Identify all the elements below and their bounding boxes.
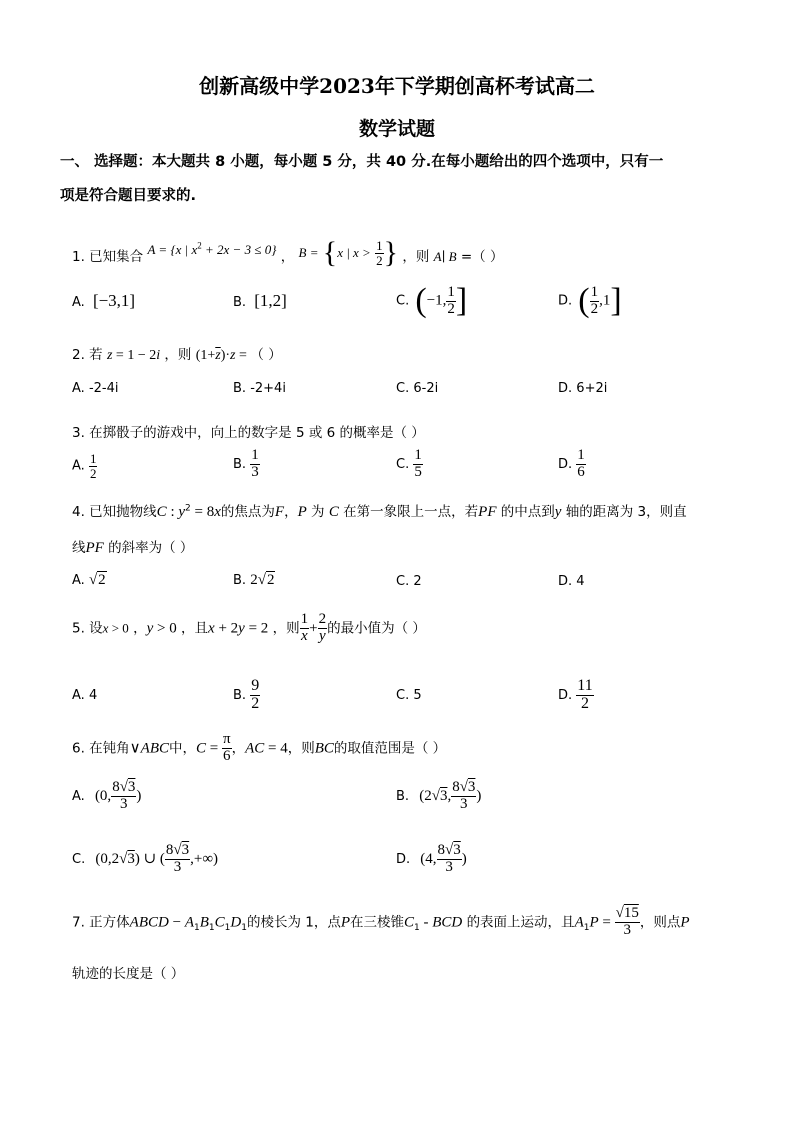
q1-option-b[interactable]: B. [1,2] bbox=[233, 291, 287, 310]
q3-option-d[interactable]: D. $\frac{1}{6}$ bbox=[558, 447, 585, 480]
q1-option-a[interactable]: A. [−3,1] bbox=[72, 291, 136, 310]
section-heading-line2: 项是符合题目要求的. bbox=[60, 188, 197, 204]
q5-option-b[interactable]: B. $\frac{9}{2}$ bbox=[233, 677, 260, 712]
q2-option-d[interactable]: D. 6+2i bbox=[558, 381, 608, 396]
q2-option-b[interactable]: B. -2+4i bbox=[233, 381, 286, 396]
question-4-line1: 4. 已知抛物线C : $y^2 = 8x$的焦点为F，P 为 C 在第一象限上一点，若PF 的中点到y 轴的距离为 3，则直 bbox=[72, 503, 687, 520]
q4-option-c[interactable]: C. 2 bbox=[396, 574, 422, 589]
question-3: 3. 在掷骰子的游戏中，向上的数字是 5 或 6 的概率是（ ） bbox=[72, 425, 425, 441]
q3-option-a[interactable]: A. $\frac{1}{2}$ bbox=[72, 451, 97, 481]
q4-option-d[interactable]: D. 4 bbox=[558, 574, 585, 589]
q2-option-c[interactable]: C. 6-2i bbox=[396, 381, 439, 396]
q4-option-b[interactable]: B. 2√2 bbox=[233, 572, 275, 588]
question-5: 5. 设x > 0 ，y > 0 ，且x + 2y = 2 ，则 $\frac{1}{x}$ + $\frac{2}{y}$ 的最小值为（ ） bbox=[72, 611, 426, 644]
q6-option-c[interactable]: C. (0,2√3) ∪ ( $\frac{8√3}{3}$ ,+∞) bbox=[72, 842, 219, 875]
q2-option-a[interactable]: A. -2-4i bbox=[72, 381, 119, 396]
q5-option-d[interactable]: D. $\frac{11}{2}$ bbox=[558, 677, 593, 712]
q1-intersection: A∣ B bbox=[433, 249, 457, 264]
q3-option-b[interactable]: B. $\frac{1}{3}$ bbox=[233, 447, 259, 480]
question-6: 6. 在钝角∨ABC中，C = $\frac{\pi}{6}$ ，AC = 4，则BC的取值范围是（ ） bbox=[72, 731, 447, 764]
q1-option-d[interactable]: D. ( $\frac{1}{2}$ ,1] bbox=[558, 282, 622, 319]
q6-option-a[interactable]: A. (0, $\frac{8√3}{3}$ ) bbox=[72, 779, 142, 812]
question-2: 2. 若 z = 1 − 2i ，则 $(1+\overline{z})\cdot z$ = （ ） bbox=[72, 347, 282, 363]
q3-option-c[interactable]: C. $\frac{1}{5}$ bbox=[396, 447, 422, 480]
q5-option-c[interactable]: C. 5 bbox=[396, 688, 422, 703]
q1-option-c[interactable]: C. (−1, $\frac{1}{2}$ ] bbox=[396, 282, 468, 319]
section-heading-line1: 一、 选择题：本大题共 8 小题，每小题 5 分，共 40 分.在每小题给出的四个选项中，只有一 bbox=[60, 154, 664, 170]
exam-title: 创新高级中学2023年下学期创高杯考试高二 bbox=[199, 74, 595, 98]
question-7-line1: 7. 正方体ABCD − $A_1B_1C_1D_1$的棱长为 1，点P在三棱锥$C_1$ - BCD 的表面上运动，且$A_1P$ = $\frac{√15}{3}$ ，则点P bbox=[72, 905, 690, 938]
question-4-line2: 线PF 的斜率为（ ） bbox=[72, 540, 194, 556]
question-1: 1. 已知集合 A = {x | $x^2 + 2x - 3 \le 0$} ， B = {x | x > $\frac{1}{2}$ } ，则 A∣ B =（ ） bbox=[72, 236, 504, 269]
q6-option-d[interactable]: D. (4, $\frac{8√3}{3}$ ) bbox=[396, 842, 467, 875]
q5-option-a[interactable]: A. 4 bbox=[72, 688, 98, 703]
q1-label: 1. 已知集合 bbox=[72, 249, 144, 265]
question-7-line2: 轨迹的长度是（ ） bbox=[72, 966, 185, 982]
q6-option-b[interactable]: B. (2√3, $\frac{8√3}{3}$ ) bbox=[396, 779, 482, 812]
q1-set-b: B = {x | x > $\frac{1}{2}$ } bbox=[298, 236, 399, 269]
q4-option-a[interactable]: A. √2 bbox=[72, 572, 106, 588]
exam-subtitle: 数学试题 bbox=[358, 118, 435, 140]
q1-set-a: A = {x | $x^2 + 2x - 3 \le 0$} bbox=[147, 240, 277, 257]
